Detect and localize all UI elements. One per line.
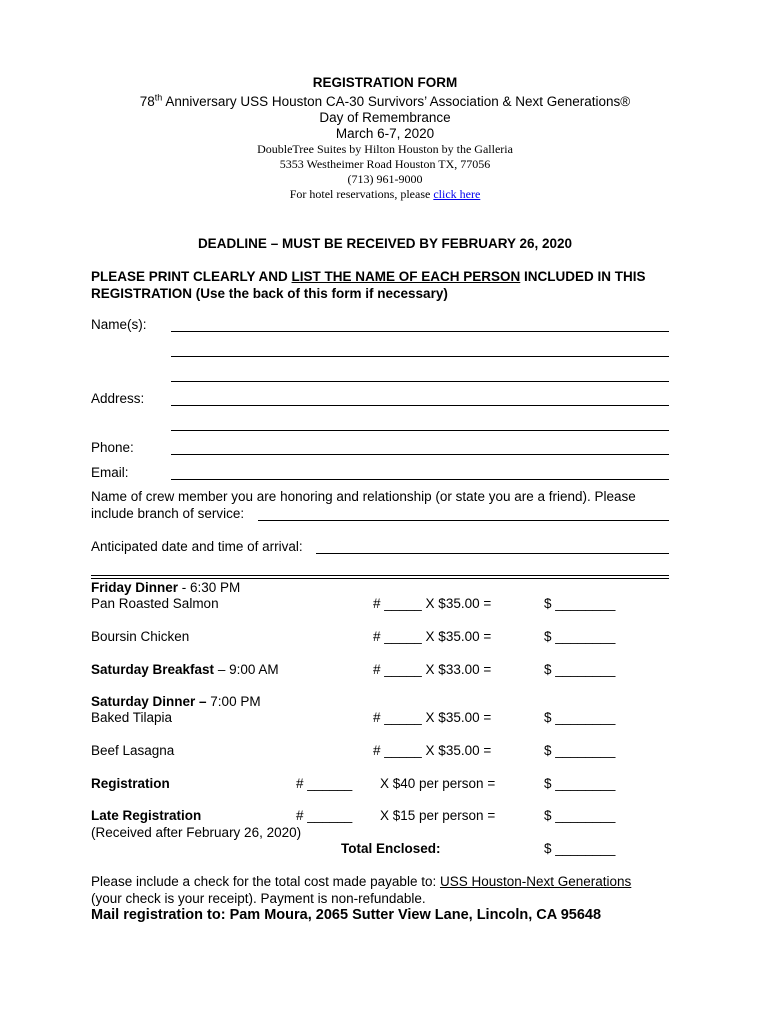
tilapia-item: Baked Tilapia bbox=[91, 710, 173, 725]
hotel-name: DoubleTree Suites by Hilton Houston by the Galleria bbox=[257, 142, 513, 156]
late-registration-label: Late Registration bbox=[91, 808, 202, 823]
payee-name: USS Houston-Next Generations bbox=[439, 874, 632, 889]
address-line-1[interactable] bbox=[171, 405, 669, 406]
chicken-quantity[interactable]: # _____ X $35.00 = bbox=[373, 629, 492, 644]
anniversary-text: Anniversary USS Houston CA-30 Survivors’ Association & Next Generations® bbox=[162, 94, 631, 109]
names-label: Name(s): bbox=[91, 317, 147, 332]
instructions-underlined: LIST THE NAME OF EACH PERSON bbox=[291, 269, 521, 284]
check-text: Please include a check for the total cost made payable to: bbox=[91, 874, 440, 889]
section-divider-2 bbox=[91, 578, 669, 579]
click-here-link[interactable]: click here bbox=[433, 187, 481, 201]
phone-label: Phone: bbox=[91, 440, 134, 455]
registration-quantity[interactable]: # ______ bbox=[296, 776, 353, 791]
saturday-dinner-time: 7:00 PM bbox=[206, 694, 261, 709]
salmon-quantity[interactable]: # _____ X $35.00 = bbox=[373, 596, 492, 611]
saturday-dinner-label: Saturday Dinner – bbox=[91, 694, 207, 709]
lasagna-quantity[interactable]: # _____ X $35.00 = bbox=[373, 743, 492, 758]
crew-member-line[interactable] bbox=[258, 520, 669, 521]
arrival-line[interactable] bbox=[316, 553, 669, 554]
anniversary-number: 78 bbox=[139, 94, 155, 109]
reservations-text: For hotel reservations, please bbox=[289, 187, 434, 201]
event-dates: March 6-7, 2020 bbox=[335, 126, 435, 141]
address-label: Address: bbox=[91, 391, 145, 406]
chicken-item: Boursin Chicken bbox=[91, 629, 190, 644]
names-line-2[interactable] bbox=[171, 356, 669, 357]
salmon-amount[interactable]: $ ________ bbox=[544, 596, 616, 611]
friday-dinner-time: - 6:30 PM bbox=[178, 580, 241, 595]
crew-member-label: Name of crew member you are honoring and relationship (or state you are a friend). Please bbox=[91, 489, 636, 504]
address-line-2[interactable] bbox=[171, 430, 669, 431]
late-registration-note: (Received after February 26, 2020) bbox=[91, 825, 302, 840]
event-name: Day of Remembrance bbox=[319, 110, 451, 125]
late-registration-quantity[interactable]: # ______ bbox=[296, 808, 353, 823]
total-enclosed-amount[interactable]: $ ________ bbox=[544, 841, 616, 856]
crew-branch-label: include branch of service: bbox=[91, 506, 245, 521]
names-line-3[interactable] bbox=[171, 381, 669, 382]
anniversary-line bbox=[0, 94, 770, 109]
instructions-text: PLEASE PRINT CLEARLY AND bbox=[91, 269, 292, 284]
receipt-note: (your check is your receipt). Payment is non-refundable. bbox=[91, 891, 426, 906]
lasagna-amount[interactable]: $ ________ bbox=[544, 743, 616, 758]
late-registration-price: X $15 per person = bbox=[380, 808, 496, 823]
instructions-line1 bbox=[91, 269, 646, 284]
registration-price: X $40 per person = bbox=[380, 776, 496, 791]
hotel-phone: (713) 961-9000 bbox=[347, 172, 423, 186]
deadline-notice: DEADLINE – MUST BE RECEIVED BY FEBRUARY 26, 2020 bbox=[197, 236, 573, 251]
form-title: REGISTRATION FORM bbox=[312, 75, 458, 90]
hotel-reservations bbox=[0, 187, 770, 202]
lasagna-item: Beef Lasagna bbox=[91, 743, 175, 758]
email-label: Email: bbox=[91, 465, 129, 480]
chicken-amount[interactable]: $ ________ bbox=[544, 629, 616, 644]
phone-line[interactable] bbox=[171, 454, 669, 455]
registration-label: Registration bbox=[91, 776, 170, 791]
arrival-label: Anticipated date and time of arrival: bbox=[91, 539, 303, 554]
breakfast-amount[interactable]: $ ________ bbox=[544, 662, 616, 677]
saturday-breakfast-time: – 9:00 AM bbox=[214, 662, 279, 677]
instructions-line2: REGISTRATION (Use the back of this form if necessary) bbox=[91, 286, 448, 301]
check-instructions bbox=[91, 874, 631, 889]
mail-address: Mail registration to: Pam Moura, 2065 Sutter View Lane, Lincoln, CA 95648 bbox=[91, 907, 602, 923]
registration-amount[interactable]: $ ________ bbox=[544, 776, 616, 791]
names-line-1[interactable] bbox=[171, 331, 669, 332]
anniversary-suffix: th bbox=[154, 92, 163, 103]
late-registration-amount[interactable]: $ ________ bbox=[544, 808, 616, 823]
instructions-text-end: INCLUDED IN THIS bbox=[520, 269, 646, 284]
tilapia-amount[interactable]: $ ________ bbox=[544, 710, 616, 725]
email-line[interactable] bbox=[171, 479, 669, 480]
saturday-breakfast-heading bbox=[91, 662, 279, 677]
saturday-breakfast-label: Saturday Breakfast bbox=[91, 662, 215, 677]
section-divider bbox=[91, 575, 669, 576]
hotel-address: 5353 Westheimer Road Houston TX, 77056 bbox=[279, 157, 491, 171]
tilapia-quantity[interactable]: # _____ X $35.00 = bbox=[373, 710, 492, 725]
salmon-item: Pan Roasted Salmon bbox=[91, 596, 219, 611]
friday-dinner-heading bbox=[91, 580, 240, 595]
saturday-dinner-heading bbox=[91, 694, 261, 709]
total-enclosed-label: Total Enclosed: bbox=[341, 841, 441, 856]
friday-dinner-label: Friday Dinner bbox=[91, 580, 179, 595]
breakfast-quantity[interactable]: # _____ X $33.00 = bbox=[373, 662, 492, 677]
